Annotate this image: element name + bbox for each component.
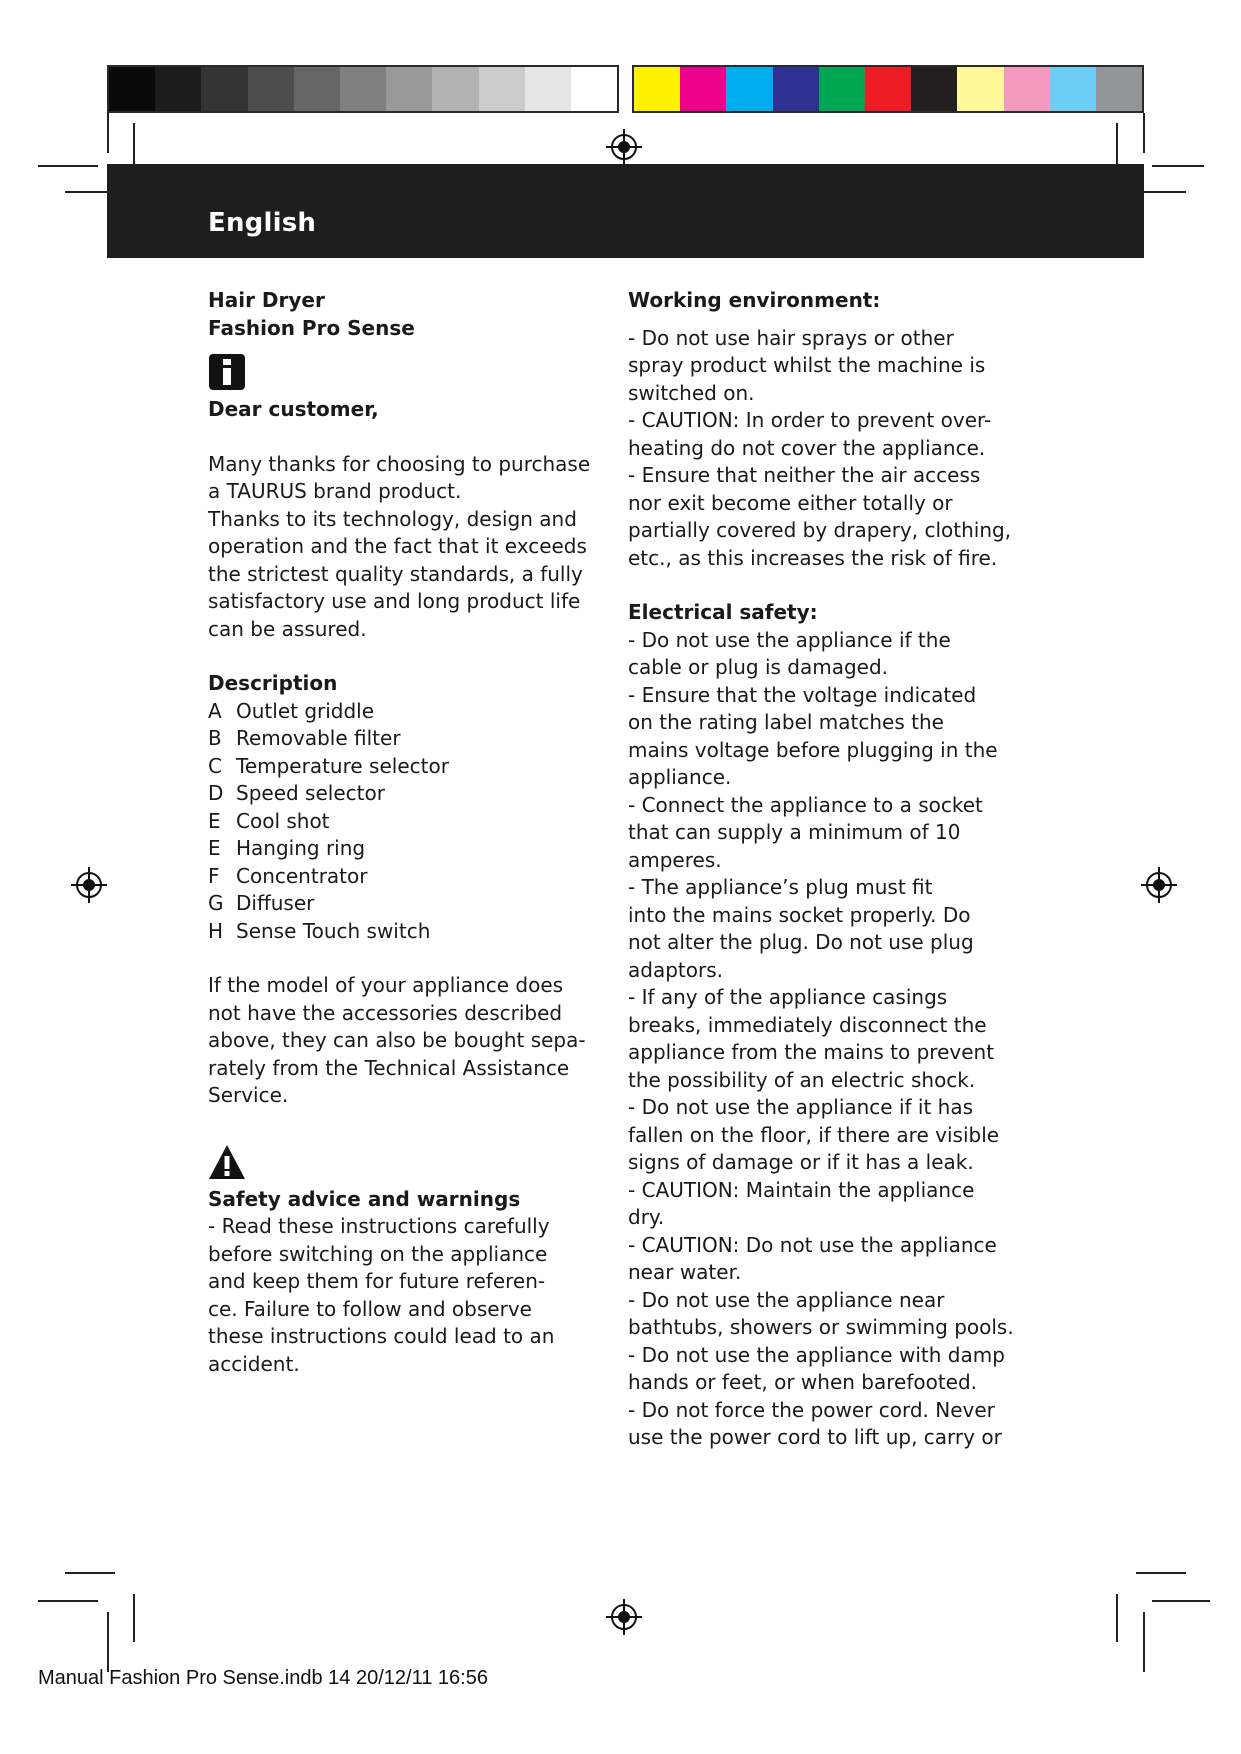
- color-swatch: [911, 67, 957, 111]
- description-item: [208, 725, 603, 753]
- color-swatch: [294, 67, 340, 111]
- text-line: breaks, immediately disconnect the: [628, 1012, 987, 1037]
- product-model: Fashion Pro Sense: [208, 315, 415, 340]
- registration-mark-icon: [605, 128, 643, 166]
- crop-mark: [65, 191, 113, 193]
- text-line: - CAUTION: Maintain the appliance: [628, 1177, 975, 1202]
- text-line: - Ensure that neither the air access: [628, 463, 981, 487]
- text-line: a TAURUS brand product.: [208, 479, 462, 503]
- working-environment-heading: Working environment:: [628, 288, 881, 312]
- description-item-label: Speed selector: [236, 781, 385, 805]
- registration-mark-icon: [1140, 866, 1178, 904]
- description-item-label: Temperature selector: [236, 753, 449, 778]
- product-type: Hair Dryer: [208, 288, 325, 312]
- language-title: English: [208, 208, 317, 238]
- text-line: ce. Failure to follow and observe: [208, 1296, 532, 1321]
- text-line: not have the accessories described: [208, 1000, 563, 1025]
- working-environment-text: [628, 325, 1023, 573]
- crop-mark: [1116, 1594, 1118, 1642]
- description-item-label: Cool shot: [236, 808, 330, 833]
- text-line: If the model of your appliance does: [208, 973, 564, 997]
- text-line: - The appliance’s plug must fit: [628, 875, 933, 899]
- text-line: near water.: [628, 1260, 742, 1284]
- description-item-key: H: [208, 918, 224, 943]
- text-line: - Do not use the appliance if it has: [628, 1095, 974, 1119]
- text-line: these instructions could lead to an: [208, 1324, 555, 1348]
- description-item-key: B: [208, 726, 222, 750]
- description-item-label: Sense Touch switch: [236, 918, 431, 943]
- crop-mark: [1138, 191, 1186, 193]
- text-line: - Do not use the appliance if the: [628, 627, 951, 652]
- color-swatch: [432, 67, 478, 111]
- text-line: before switching on the appliance: [208, 1241, 548, 1266]
- greeting: Dear customer,: [208, 397, 379, 421]
- text-line: etc., as this increases the risk of fire.: [628, 545, 998, 570]
- text-line: can be assured.: [208, 616, 367, 641]
- safety-heading: Safety advice and warnings: [208, 1186, 521, 1211]
- text-line: into the mains socket properly. Do: [628, 902, 971, 927]
- safety-paragraph: [208, 1213, 603, 1378]
- left-column: [208, 287, 603, 1378]
- crop-mark: [133, 1594, 135, 1642]
- text-line: - Connect the appliance to a socket: [628, 792, 983, 817]
- crop-mark: [1152, 165, 1204, 167]
- crop-mark: [107, 113, 109, 153]
- text-line: - Ensure that the voltage indicated: [628, 682, 977, 707]
- text-line: appliance.: [628, 765, 732, 789]
- text-line: amperes.: [628, 847, 722, 872]
- text-line: signs of damage or if it has a leak.: [628, 1150, 974, 1174]
- color-swatch: [1004, 67, 1050, 111]
- crop-mark: [1152, 1600, 1210, 1602]
- text-line: Service.: [208, 1083, 289, 1107]
- color-swatch: [248, 67, 294, 111]
- color-swatch: [201, 67, 247, 111]
- crop-mark: [1143, 113, 1145, 153]
- color-swatch: [386, 67, 432, 111]
- description-item-key: G: [208, 891, 224, 915]
- color-swatch: [865, 67, 911, 111]
- text-line: dry.: [628, 1205, 665, 1229]
- text-line: - CAUTION: In order to prevent over-: [628, 408, 992, 432]
- text-line: Many thanks for choosing to purchase: [208, 451, 591, 476]
- text-line: - Do not use hair sprays or other: [628, 325, 954, 350]
- description-item-label: Removable filter: [236, 726, 401, 750]
- text-line: satisfactory use and long product life: [208, 589, 581, 613]
- crop-mark: [38, 165, 98, 167]
- text-line: partially covered by drapery, clothing,: [628, 518, 1012, 542]
- text-line: operation and the fact that it exceeds: [208, 534, 587, 558]
- text-line: accident.: [208, 1351, 300, 1376]
- text-line: rately from the Technical Assistance: [208, 1055, 570, 1080]
- color-swatch: [155, 67, 201, 111]
- text-line: mains voltage before plugging in the: [628, 737, 998, 762]
- text-line: not alter the plug. Do not use plug: [628, 930, 974, 954]
- text-line: hands or feet, or when barefooted.: [628, 1370, 978, 1394]
- text-line: nor exit become either totally or: [628, 490, 953, 515]
- description-item: [208, 753, 603, 781]
- text-line: spray product whilst the machine is: [628, 353, 986, 377]
- color-swatch: [109, 67, 155, 111]
- text-line: bathtubs, showers or swimming pools.: [628, 1315, 1014, 1339]
- description-item: [208, 863, 603, 891]
- crop-mark: [38, 1600, 98, 1602]
- text-line: - Read these instructions carefully: [208, 1214, 550, 1238]
- file-slug: Manual Fashion Pro Sense.indb 14 20/12/11 16:56: [38, 1667, 488, 1689]
- color-swatch: [680, 67, 726, 111]
- description-item-label: Hanging ring: [236, 836, 366, 860]
- description-item: [208, 808, 603, 836]
- color-swatch: [773, 67, 819, 111]
- registration-mark-icon: [70, 866, 108, 904]
- text-line: above, they can also be bought sepa-: [208, 1028, 586, 1052]
- text-line: the strictest quality standards, a fully: [208, 561, 583, 586]
- description-item-key: C: [208, 753, 222, 778]
- electrical-safety-heading: Electrical safety:: [628, 600, 818, 624]
- color-swatch: [634, 67, 680, 111]
- language-banner: [107, 164, 1144, 258]
- text-line: Thanks to its technology, design and: [208, 506, 577, 531]
- text-line: - Do not use the appliance with damp: [628, 1342, 1005, 1367]
- description-item: [208, 698, 603, 726]
- description-item-key: E: [208, 836, 221, 860]
- description-item-label: Concentrator: [236, 863, 368, 888]
- description-item-key: F: [208, 863, 220, 888]
- text-line: fallen on the floor, if there are visible: [628, 1122, 1000, 1147]
- description-item-label: Outlet griddle: [236, 698, 375, 723]
- text-line: the possibility of an electric shock.: [628, 1067, 976, 1092]
- description-item-label: Diffuser: [236, 891, 315, 915]
- text-line: adaptors.: [628, 957, 723, 982]
- color-swatch: [479, 67, 525, 111]
- accessories-note: [208, 972, 603, 1110]
- description-item-key: A: [208, 698, 222, 723]
- intro-paragraph: [208, 451, 603, 644]
- color-bar: [632, 65, 1144, 113]
- description-item-key: E: [208, 808, 221, 833]
- text-line: and keep them for future referen-: [208, 1269, 546, 1293]
- text-line: switched on.: [628, 380, 755, 405]
- text-line: - Do not force the power cord. Never: [628, 1397, 995, 1422]
- electrical-safety-text: [628, 627, 1023, 1452]
- text-line: - Do not use the appliance near: [628, 1287, 945, 1312]
- crop-mark: [1136, 1572, 1186, 1574]
- color-swatch: [726, 67, 772, 111]
- registration-mark-icon: [605, 1598, 643, 1636]
- description-item: [208, 890, 603, 918]
- description-item-key: D: [208, 781, 224, 805]
- color-swatch: [340, 67, 386, 111]
- right-column: [628, 287, 1023, 1452]
- description-heading: Description: [208, 671, 338, 695]
- color-swatch: [957, 67, 1003, 111]
- crop-mark: [65, 1572, 115, 1574]
- color-swatch: [571, 67, 617, 111]
- text-line: appliance from the mains to prevent: [628, 1040, 995, 1064]
- description-item: [208, 918, 603, 946]
- info-icon: [208, 353, 246, 391]
- text-line: - CAUTION: Do not use the appliance: [628, 1232, 997, 1257]
- description-item: [208, 780, 603, 808]
- text-line: heating do not cover the appliance.: [628, 435, 986, 460]
- text-line: - If any of the appliance casings: [628, 985, 948, 1009]
- color-swatch: [525, 67, 571, 111]
- crop-mark: [107, 1612, 109, 1672]
- color-swatch: [819, 67, 865, 111]
- text-line: cable or plug is damaged.: [628, 655, 889, 679]
- grayscale-bar: [107, 65, 619, 113]
- color-swatch: [1096, 67, 1142, 111]
- color-swatch: [1050, 67, 1096, 111]
- description-list: [208, 698, 603, 946]
- warning-icon: [208, 1143, 246, 1181]
- text-line: that can supply a minimum of 10: [628, 820, 961, 844]
- text-line: on the rating label matches the: [628, 710, 944, 734]
- crop-mark: [1143, 1612, 1145, 1672]
- text-line: use the power cord to lift up, carry or: [628, 1425, 1002, 1449]
- description-item: [208, 835, 603, 863]
